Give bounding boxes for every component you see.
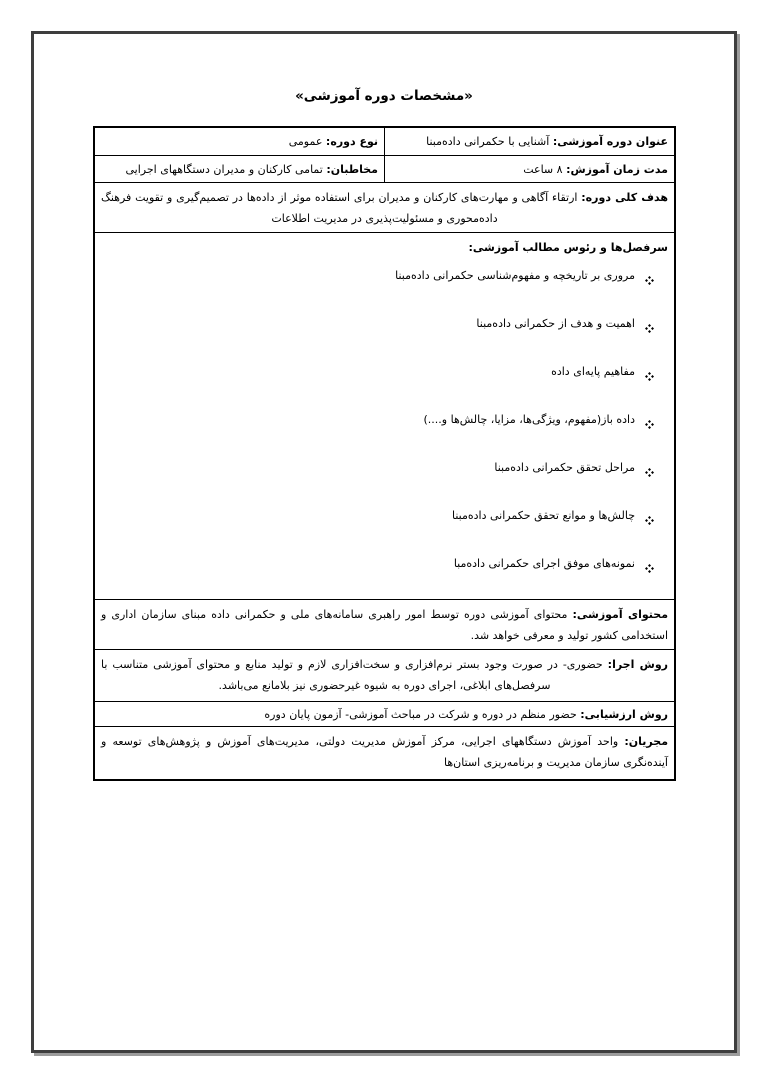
course-title-value: آشنایی با حکمرانی داده‌مبنا xyxy=(426,135,550,148)
audience-label: مخاطبان: xyxy=(326,162,378,176)
method-text: حضوری- در صورت وجود بستر نرم‌افزاری و سخت‌افزاری لازم و تولید منابع و محتوای آموزشی متناسب با سرفصل‌های ابلاغی، اجرای دوره به شیوه غیرحضوری نیز بلامانع می‌باشد. xyxy=(101,658,603,692)
objective-label: هدف کلی دوره: xyxy=(581,191,668,204)
topic-text: مفاهیم پایه‌ای داده xyxy=(551,365,635,378)
row-topics xyxy=(95,233,674,600)
topic-item xyxy=(101,313,654,341)
audience-value: تمامی کارکنان و مدیران دستگاههای اجرایی xyxy=(125,162,323,176)
cell-course-type xyxy=(95,128,384,155)
topic-item xyxy=(101,409,654,437)
row-duration-audience xyxy=(95,156,674,183)
cell-duration xyxy=(384,156,674,182)
topic-item xyxy=(101,457,654,485)
row-content xyxy=(95,600,674,650)
course-spec-table xyxy=(93,126,676,781)
diamond-bullet-icon xyxy=(645,559,654,581)
topic-item xyxy=(101,505,654,533)
content-text: محتوای آموزشی دوره توسط امور راهبری سامانه‌های ملی و حکمرانی داده مبنای سازمان اداری و استخدامی کشور تولید و معرفی خواهد شد. xyxy=(101,608,668,642)
duration-value: ۸ ساعت xyxy=(523,162,563,176)
objective-text: ارتقاء آگاهی و مهارت‌های کارکنان و مدیران برای استفاده موثر از داده‌ها در تصمیم‌گیری و تقویت فرهنگ داده‌محوری و مسئولیت‌پذیری در مدیریت اطلاعات xyxy=(101,191,578,225)
topic-text: اهمیت و هدف از حکمرانی داده‌مبنا xyxy=(476,317,635,330)
topics-list xyxy=(101,265,668,581)
diamond-bullet-icon xyxy=(645,271,654,293)
topic-item xyxy=(101,361,654,389)
row-evaluation xyxy=(95,702,674,727)
cell-audience xyxy=(95,156,384,182)
executors-label: مجریان: xyxy=(624,735,669,748)
topic-item xyxy=(101,265,654,293)
diamond-bullet-icon xyxy=(645,319,654,341)
row-title-type xyxy=(95,128,674,156)
evaluation-label: روش ارزشیابی: xyxy=(580,707,668,721)
topic-text: داده باز(مفهوم، ویژگی‌ها، مزایا، چالش‌ها و....) xyxy=(423,413,635,426)
cell-course-title xyxy=(384,128,674,155)
executors-text: واحد آموزش دستگاههای اجرایی، مرکز آموزش مدیریت دولتی، مدیریت‌های آموزش و پژوهش‌های توسعه و آینده‌نگری سازمان مدیریت و برنامه‌ریزی استان‌ها xyxy=(101,735,668,769)
diamond-bullet-icon xyxy=(645,367,654,389)
duration-label: مدت زمان آموزش: xyxy=(566,162,668,176)
method-label: روش اجرا: xyxy=(607,658,668,671)
course-title-label: عنوان دوره آموزشی: xyxy=(552,135,668,148)
diamond-bullet-icon xyxy=(645,511,654,533)
topic-text: نمونه‌های موفق اجرای حکمرانی داده‌مبا xyxy=(453,557,635,570)
row-method xyxy=(95,650,674,702)
topic-item xyxy=(101,553,654,581)
content-label: محتوای آموزشی: xyxy=(572,608,668,621)
diamond-bullet-icon xyxy=(645,415,654,437)
topic-text: مروری بر تاریخچه و مفهوم‌شناسی حکمرانی داده‌مبنا xyxy=(395,269,635,282)
topic-text: مراحل تحقق حکمرانی داده‌مبنا xyxy=(494,461,635,474)
page-border-frame xyxy=(31,31,737,1053)
topics-heading: سرفصل‌ها و رئوس مطالب آموزشی: xyxy=(468,241,668,254)
document-title: «مشخصات دوره آموزشی» xyxy=(295,88,473,104)
diamond-bullet-icon xyxy=(645,463,654,485)
row-executors xyxy=(95,727,674,779)
evaluation-text: حضور منظم در دوره و شرکت در مباحث آموزشی- آزمون پایان دوره xyxy=(264,707,577,721)
topic-text: چالش‌ها و موانع تحقق حکمرانی داده‌مبنا xyxy=(451,509,635,522)
course-type-label: نوع دوره: xyxy=(325,135,378,148)
row-objective xyxy=(95,183,674,233)
course-type-value: عمومی xyxy=(288,135,323,148)
